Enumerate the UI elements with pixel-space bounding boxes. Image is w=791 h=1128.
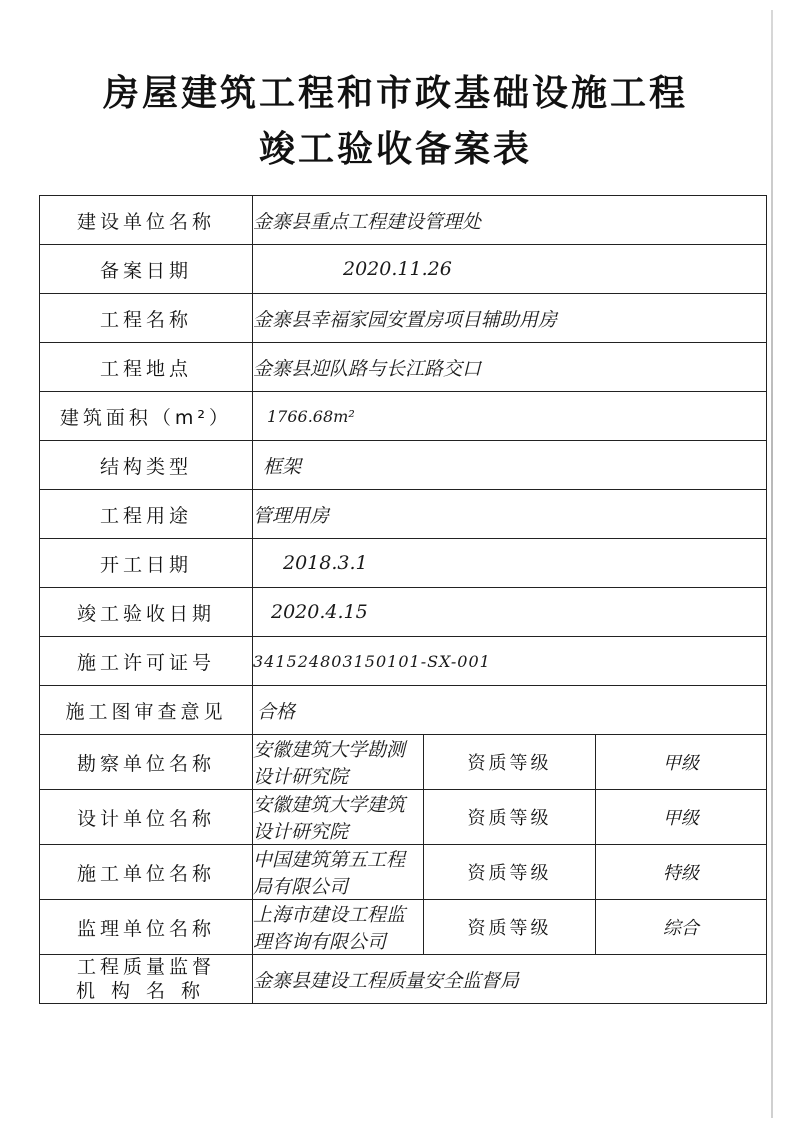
value-construction-unit xyxy=(253,196,767,245)
form-row-quality-supervision xyxy=(40,955,767,1004)
value-start-date xyxy=(253,539,767,588)
label-contractor-unit: 施工单位名称 xyxy=(40,845,253,900)
value-design-unit xyxy=(253,790,424,845)
value-acceptance-date xyxy=(253,588,767,637)
label-drawing-review: 施工图审查意见 xyxy=(40,686,253,735)
handwritten-project-use: 管理用房 xyxy=(253,504,330,527)
value-quality-supervision xyxy=(253,955,767,1004)
handwritten-survey-unit: 安徽建筑大学勘测设计研究院 xyxy=(253,739,406,788)
label-design-qualification: 资质等级 xyxy=(424,790,595,845)
label-structure-type: 结构类型 xyxy=(40,441,253,490)
label-survey-unit: 勘察单位名称 xyxy=(40,735,253,790)
label-permit-number: 施工许可证号 xyxy=(40,637,253,686)
form-row-filing-date xyxy=(40,245,767,294)
handwritten-construction-unit: 金寨县重点工程建设管理处 xyxy=(253,210,482,233)
handwritten-contractor-unit: 中国建筑第五工程局有限公司 xyxy=(253,849,406,898)
form-row-design-unit xyxy=(40,790,767,845)
label-supervisor-qualification: 资质等级 xyxy=(424,900,595,955)
value-structure-type xyxy=(253,441,767,490)
value-building-area xyxy=(253,392,767,441)
handwritten-permit-number: 341524803150101-SX-001 xyxy=(253,652,491,671)
handwritten-drawing-review: 合格 xyxy=(257,700,296,723)
handwritten-project-location: 金寨县迎队路与长江路交口 xyxy=(253,357,482,380)
form-row-structure-type xyxy=(40,441,767,490)
label-building-area: 建筑面积（m²） xyxy=(40,392,253,441)
label-start-date: 开工日期 xyxy=(40,539,253,588)
label-filing-date: 备案日期 xyxy=(40,245,253,294)
form-row-project-location xyxy=(40,343,767,392)
handwritten-filing-date: 2020.11.26 xyxy=(343,258,452,280)
value-permit-number xyxy=(253,637,767,686)
form-row-survey-unit xyxy=(40,735,767,790)
value-project-use xyxy=(253,490,767,539)
handwritten-acceptance-date: 2020.4.15 xyxy=(271,601,368,623)
value-drawing-review xyxy=(253,686,767,735)
label-design-unit: 设计单位名称 xyxy=(40,790,253,845)
record-form-table xyxy=(39,195,767,1004)
form-row-start-date xyxy=(40,539,767,588)
label-construction-unit: 建设单位名称 xyxy=(40,196,253,245)
label-project-use: 工程用途 xyxy=(40,490,253,539)
form-row-project-use xyxy=(40,490,767,539)
handwritten-building-area: 1766.68m² xyxy=(267,407,355,426)
value-supervisor-unit xyxy=(253,900,424,955)
form-row-project-name xyxy=(40,294,767,343)
value-contractor-qualification: 特级 xyxy=(595,845,766,900)
title-line-1: 房屋建筑工程和市政基础设施工程 xyxy=(102,73,688,114)
form-row-drawing-review xyxy=(40,686,767,735)
form-row-acceptance-date xyxy=(40,588,767,637)
handwritten-start-date: 2018.3.1 xyxy=(283,552,368,574)
value-supervisor-qualification: 综合 xyxy=(595,900,766,955)
value-filing-date xyxy=(253,245,767,294)
value-survey-qualification: 甲级 xyxy=(595,735,766,790)
label-contractor-qualification: 资质等级 xyxy=(424,845,595,900)
document-title xyxy=(0,70,791,174)
label-project-location: 工程地点 xyxy=(40,343,253,392)
form-row-contractor-unit xyxy=(40,845,767,900)
form-row-permit-number xyxy=(40,637,767,686)
label-quality-supervision xyxy=(40,955,253,1004)
value-project-location xyxy=(253,343,767,392)
title-line-2: 竣工验收备案表 xyxy=(258,129,532,170)
label-quality-supervision-line1: 工程质量监督 xyxy=(76,956,215,978)
form-row-building-area xyxy=(40,392,767,441)
label-supervisor-unit: 监理单位名称 xyxy=(40,900,253,955)
value-contractor-unit xyxy=(253,845,424,900)
handwritten-quality-supervision: 金寨县建设工程质量安全监督局 xyxy=(253,969,520,992)
value-design-qualification: 甲级 xyxy=(595,790,766,845)
form-row-supervisor-unit xyxy=(40,900,767,955)
value-survey-unit xyxy=(253,735,424,790)
handwritten-design-unit: 安徽建筑大学建筑设计研究院 xyxy=(253,794,406,843)
label-project-name: 工程名称 xyxy=(40,294,253,343)
value-project-name xyxy=(253,294,767,343)
handwritten-structure-type: 框架 xyxy=(263,455,302,478)
label-acceptance-date: 竣工验收日期 xyxy=(40,588,253,637)
label-survey-qualification: 资质等级 xyxy=(424,735,595,790)
handwritten-supervisor-unit: 上海市建设工程监理咨询有限公司 xyxy=(253,904,406,953)
handwritten-project-name: 金寨县幸福家园安置房项目辅助用房 xyxy=(253,308,558,331)
form-row-construction-unit xyxy=(40,196,767,245)
scan-edge-line xyxy=(771,10,773,1118)
label-quality-supervision-line2: 机构名称 xyxy=(75,980,216,1002)
